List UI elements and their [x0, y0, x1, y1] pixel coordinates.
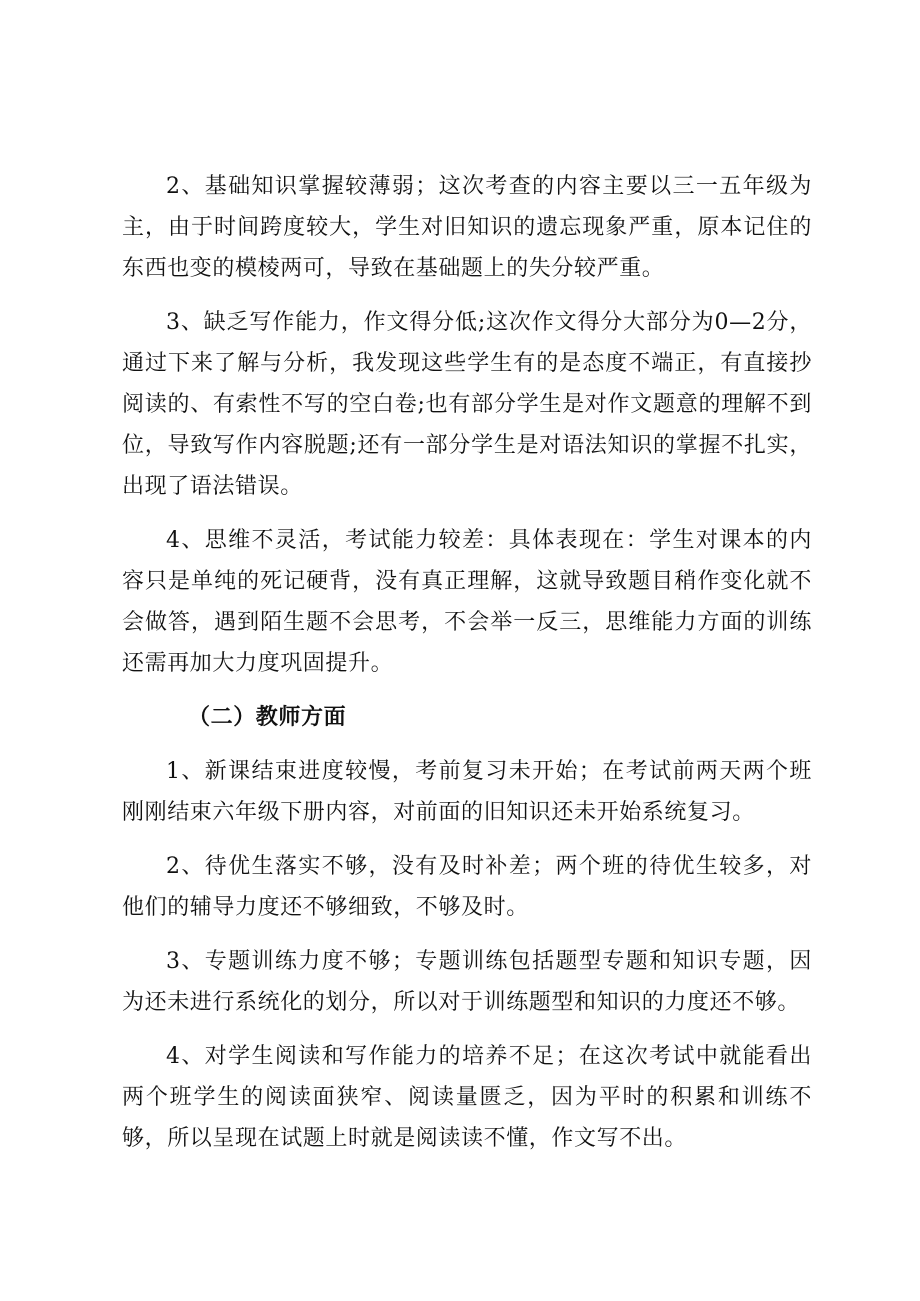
student-item-2: 2、基础知识掌握较薄弱；这次考查的内容主要以三一五年级为主，由于时间跨度较大，学生对旧知识的遗忘现象严重，原本记住的东西也变的模棱两可，导致在基础题上的失分较严重。: [122, 174, 812, 281]
teacher-item-3: 3、专题训练力度不够；专题训练包括题型专题和知识专题，因为还未进行系统化的划分，所以对于训练题型和知识的力度还不够。: [122, 949, 812, 1015]
document-page: [122, 166, 812, 1172]
teacher-item-4: 4、对学生阅读和写作能力的培养不足；在这次考试中就能看出两个班学生的阅读面狭窄、阅读量匮乏，因为平时的积累和训练不够，所以呈现在试题上时就是阅读读不懂，作文写不出。: [122, 1044, 812, 1151]
student-item-3: 3、缺乏写作能力，作文得分低;这次作文得分大部分为0—2分，通过下来了解与分析，我发现这些学生有的是态度不端正，有直接抄阅读的、有索性不写的空白卷;也有部分学生是对作文题意的理解不到位，导致写作内容脱题;还有一部分学生是对语法知识的掌握不扎实，出现了语法错误。: [122, 310, 812, 499]
teacher-section-heading: （二）教师方面: [188, 704, 347, 730]
student-item-4: 4、思维不灵活，考试能力较差：具体表现在：学生对课本的内容只是单纯的死记硬背，没有真正理解，这就导致题目稍作变化就不会做答，遇到陌生题不会思考，不会举一反三，思维能力方面的训练还需再加大力度巩固提升。: [122, 528, 812, 676]
teacher-item-2: 2、待优生落实不够，没有及时补差；两个班的待优生较多，对他们的辅导力度还不够细致，不够及时。: [122, 854, 812, 920]
teacher-item-1: 1、新课结束进度较慢，考前复习未开始；在考试前两天两个班刚刚结束六年级下册内容，对前面的旧知识还未开始系统复习。: [122, 759, 812, 825]
